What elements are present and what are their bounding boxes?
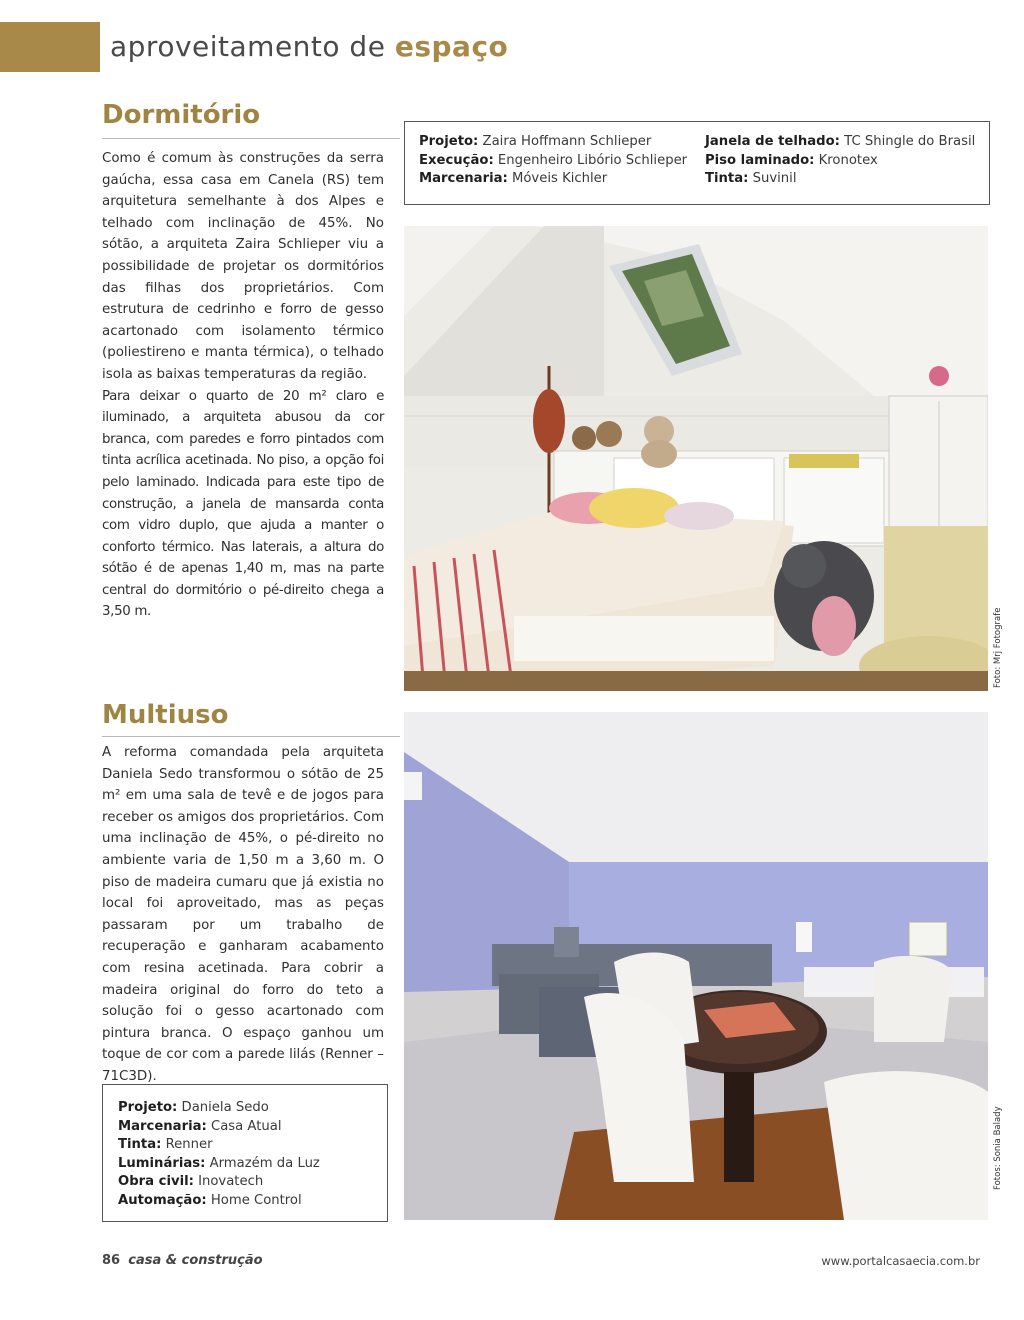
dormitorio-credits-left bbox=[419, 133, 687, 189]
footer-website: www.portalcasaecia.com.br bbox=[821, 1254, 980, 1268]
credit-line: Tinta: Suvinil bbox=[705, 171, 797, 187]
multiuso-credits-box bbox=[102, 1084, 388, 1222]
bedroom-photo-illustration bbox=[404, 226, 988, 691]
credit-line: Automação: Home Control bbox=[118, 1192, 302, 1208]
page-number: 86 bbox=[102, 1253, 121, 1268]
credit-line: Piso laminado: Kronotex bbox=[705, 152, 878, 168]
section-title bbox=[110, 30, 508, 63]
dormitorio-heading: Dormitório bbox=[102, 100, 261, 130]
credit-line: Execução: Engenheiro Libório Schlieper bbox=[419, 152, 688, 168]
multiuso-article bbox=[102, 742, 384, 1088]
dormitorio-credits-right bbox=[705, 133, 975, 189]
magazine-name: casa & construção bbox=[128, 1253, 263, 1268]
multiuso-heading: Multiuso bbox=[102, 700, 229, 730]
credit-line: Luminárias: Armazém da Luz bbox=[118, 1155, 320, 1171]
footer-left bbox=[102, 1253, 263, 1268]
credit-line: Projeto: Daniela Sedo bbox=[118, 1100, 269, 1115]
dormitorio-paragraph-2: Para deixar o quarto de 20 m² claro e iluminado, a arquiteta abusou da cor branca, com paredes e forro pintados com tinta acrílica acetinada. No piso, a opção foi pelo laminado. Indicada para este tipo de construção, a janela de mansarda conta com vidro duplo, que ajuda a manter o conforto térmico. Nas laterais, a altura do sótão é de apenas 1,40 m, mas na parte central do dormitório o pé-direito chega a 3,50 m. bbox=[102, 388, 384, 620]
multiuso-heading-rule bbox=[102, 736, 400, 737]
credit-line: Tinta: Renner bbox=[118, 1137, 213, 1153]
credit-line: Obra civil: Inovatech bbox=[118, 1174, 264, 1190]
credit-line: Marcenaria: Casa Atual bbox=[118, 1118, 282, 1134]
dormitorio-photo-credit: Foto: Mrj Fotografe bbox=[993, 607, 1003, 688]
dormitorio-paragraph-1: Como é comum às construções da serra gaúcha, essa casa em Canela (RS) tem arquitetura semelhante à dos Alpes e telhado com inclinação de 45%. No sótão, a arquiteta Zaira Schlieper viu a possibilidade de projetar os dormitórios das filhas dos proprietários. Com estrutura de cedrinho e forro de gesso acartonado com isolamento térmico (poliestireno e manta térmica), o telhado isola as baixas temperaturas da região. bbox=[102, 151, 384, 382]
credit-line: Janela de telhado: TC Shingle do Brasil bbox=[705, 134, 976, 149]
multiuso-credits-list bbox=[118, 1099, 320, 1211]
section-title-plain: aproveitamento de bbox=[110, 30, 386, 63]
dormitorio-credits-box bbox=[404, 121, 990, 205]
multiuso-photo-credit: Fotos: Sonia Balady bbox=[993, 1106, 1003, 1190]
lounge-photo bbox=[404, 712, 988, 1220]
credit-line: Marcenaria: Móveis Kichler bbox=[419, 171, 608, 187]
lounge-photo-illustration bbox=[404, 712, 988, 1220]
dormitorio-heading-rule bbox=[102, 138, 400, 139]
dormitorio-article bbox=[102, 148, 384, 623]
section-color-bar bbox=[0, 22, 100, 72]
credit-line: Projeto: Zaira Hoffmann Schlieper bbox=[419, 134, 652, 149]
section-title-highlight: espaço bbox=[394, 30, 509, 63]
multiuso-paragraph-1: A reforma comandada pela arquiteta Daniela Sedo transformou o sótão de 25 m² em uma sala de tevê e de jogos para receber os amigos dos proprietários. Com uma inclinação de 45%, o pé-direito no ambiente varia de 1,50 m a 3,60 m. O piso de madeira cumaru que já existia no local foi aproveitado, mas as peças passaram por um trabalho de recuperação e ganharam acabamento com resina acetinada. Para cobrir a madeira original do forro do teto a solução foi o gesso acartonado com pintura branca. O espaço ganhou um toque de cor com a parede lilás (Renner – 71C3D). bbox=[102, 745, 384, 1084]
bedroom-photo bbox=[404, 226, 988, 691]
